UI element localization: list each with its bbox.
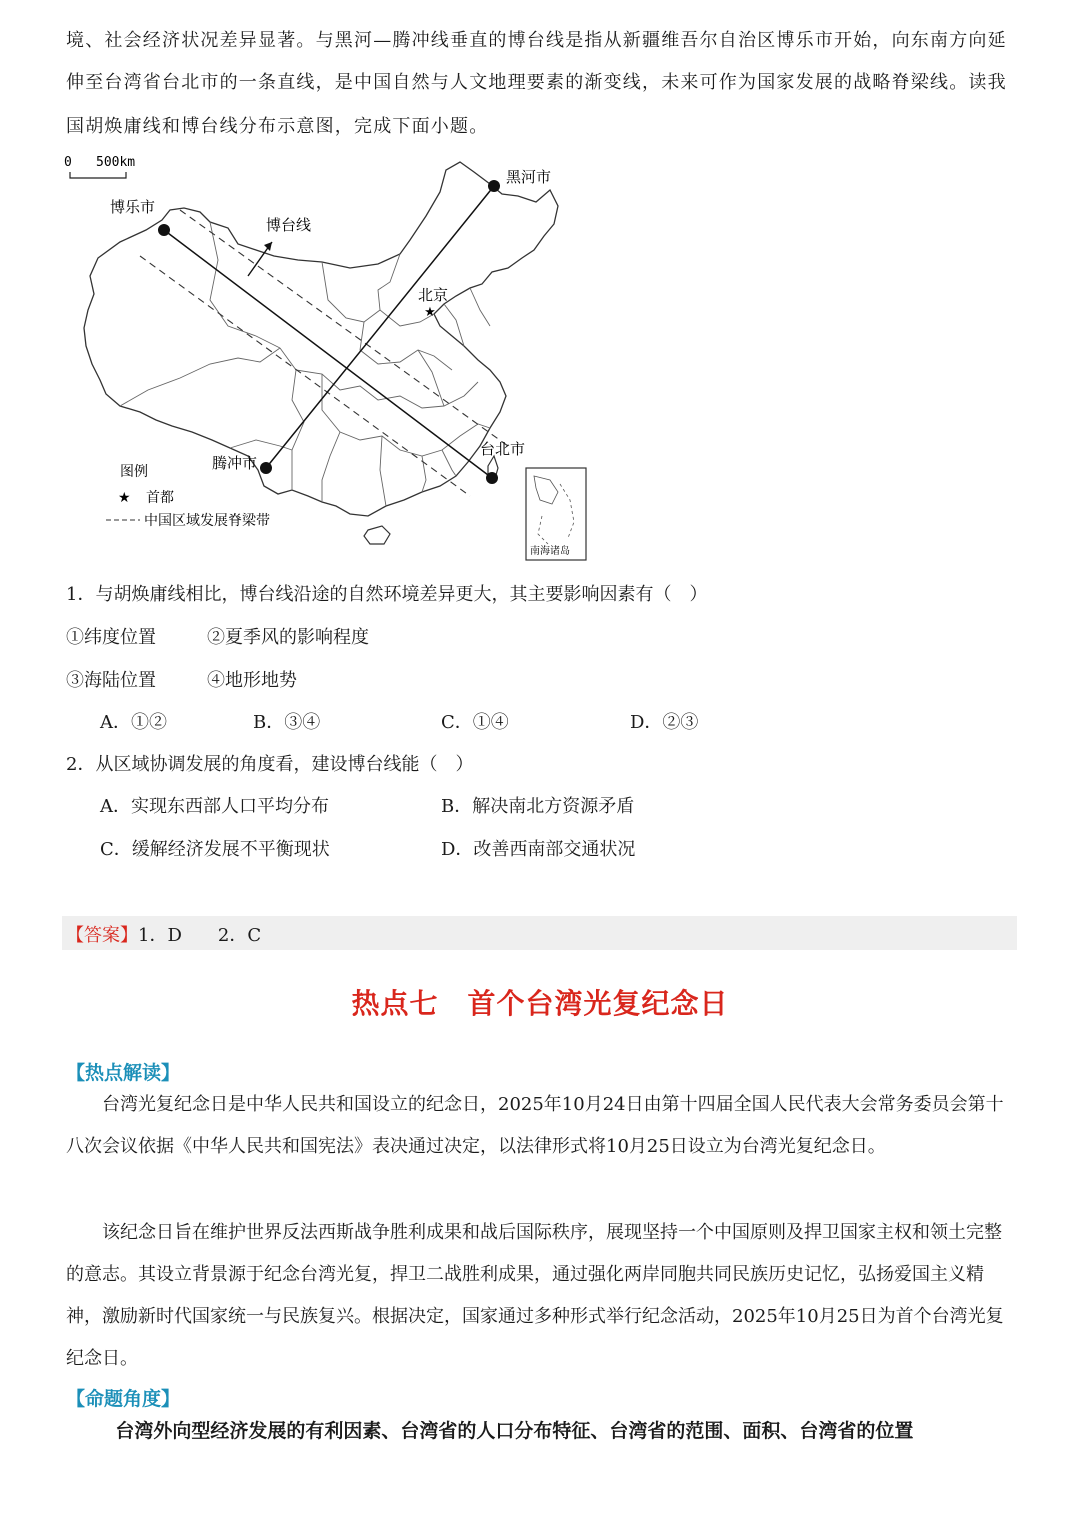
hainan-island (364, 526, 390, 544)
heihe-city-dot (488, 180, 500, 192)
q2-stem: 2．从区域协调发展的角度看，建设博台线能（ ） (66, 754, 474, 775)
scale-bar (70, 172, 126, 178)
label-botai-line: 博台线 (266, 216, 312, 234)
label-bole: 博乐市 (110, 198, 156, 216)
q2-choice-c[interactable]: C．缓解经济发展不平衡现状 (100, 839, 330, 860)
bole-city-dot (158, 224, 170, 236)
botai-arrow-head (264, 242, 272, 251)
q1-choice-a[interactable]: A．①② (100, 712, 167, 733)
scale-km: 500km (96, 155, 136, 170)
legend-ridge: 中国区域发展脊梁带 (144, 513, 270, 529)
label-beijing: 北京 (418, 286, 449, 304)
angle-text: 台湾外向型经济发展的有利因素、台湾省的人口分布特征、台湾省的范围、面积、台湾省的位置 (115, 1420, 914, 1442)
intro-line-3: 国胡焕庸线和博台线分布示意图，完成下面小题。 (66, 116, 489, 137)
angle-heading: 【命题角度】 (66, 1388, 181, 1410)
q1-opt2: ②夏季风的影响程度 (207, 627, 369, 648)
section-title: 热点七 首个台湾光复纪念日 (351, 987, 729, 1020)
intro-line-1: 境、社会经济状况差异显著。与黑河—腾冲线垂直的博台线是指从新疆维吾尔自治区博乐市开始，向东南方向延 (66, 30, 1007, 51)
label-taipei: 台北市 (480, 440, 526, 458)
tengchong-city-dot (260, 462, 272, 474)
answer-text: 1．D 2．C (138, 925, 262, 946)
q1-choice-b[interactable]: B．③④ (253, 712, 321, 733)
legend-star-icon: ★ (118, 490, 131, 506)
q1-opt1: ①纬度位置 (66, 627, 156, 648)
q2-choice-b[interactable]: B．解决南北方资源矛盾 (441, 796, 635, 817)
china-map-figure (60, 150, 600, 565)
q1-choice-d[interactable]: D．②③ (630, 712, 699, 733)
scale-zero: 0 (64, 155, 72, 170)
q1-opt4: ④地形地势 (207, 670, 297, 691)
q1-opt3: ③海陆位置 (66, 670, 156, 691)
taipei-city-dot (486, 472, 498, 484)
reading-heading: 【热点解读】 (66, 1062, 181, 1084)
reading-paragraph-1: 台湾光复纪念日是中华人民共和国设立的纪念日，2025年10月24日由第十四届全国人民代表大会常务委员会第十八次会议依据《中华人民共和国宪法》表决通过决定，以法律形式将10月25日设立为台湾光复纪念日。 (66, 1094, 1004, 1157)
label-tengchong: 腾冲市 (212, 454, 258, 472)
beijing-star-icon: ★ (424, 305, 436, 320)
q2-choice-a[interactable]: A．实现东西部人口平均分布 (100, 796, 329, 817)
legend-capital: 首都 (146, 490, 174, 506)
intro-line-2: 伸至台湾省台北市的一条直线，是中国自然与人文地理要素的渐变线，未来可作为国家发展的战略脊梁线。读我 (66, 72, 1007, 93)
answer-tag: 【答案】 (66, 925, 138, 946)
q1-stem: 1．与胡焕庸线相比，博台线沿途的自然环境差异更大，其主要影响因素有（ ） (66, 584, 708, 605)
q1-choice-c[interactable]: C．①④ (441, 712, 509, 733)
inset-label: 南海诸岛 (530, 546, 570, 557)
china-outline (84, 162, 558, 516)
q2-choice-d[interactable]: D．改善西南部交通状况 (441, 839, 636, 860)
legend-title: 图例 (120, 464, 148, 480)
reading-paragraph-2: 该纪念日旨在维护世界反法西斯战争胜利成果和战后国际秩序，展现坚持一个中国原则及捍卫国家主权和领土完整的意志。其设立背景源于纪念台湾光复，捍卫二战胜利成果，通过强化两岸同胞共同民族历史记忆，弘扬爱国主义精神，激励新时代国家统一与民族复兴。根据决定，国家通过多种形式举行纪念活动，2025年10月25日为首个台湾光复纪念日。 (66, 1222, 1004, 1369)
label-heihe: 黑河市 (506, 168, 552, 186)
answer-bar (62, 916, 1017, 950)
